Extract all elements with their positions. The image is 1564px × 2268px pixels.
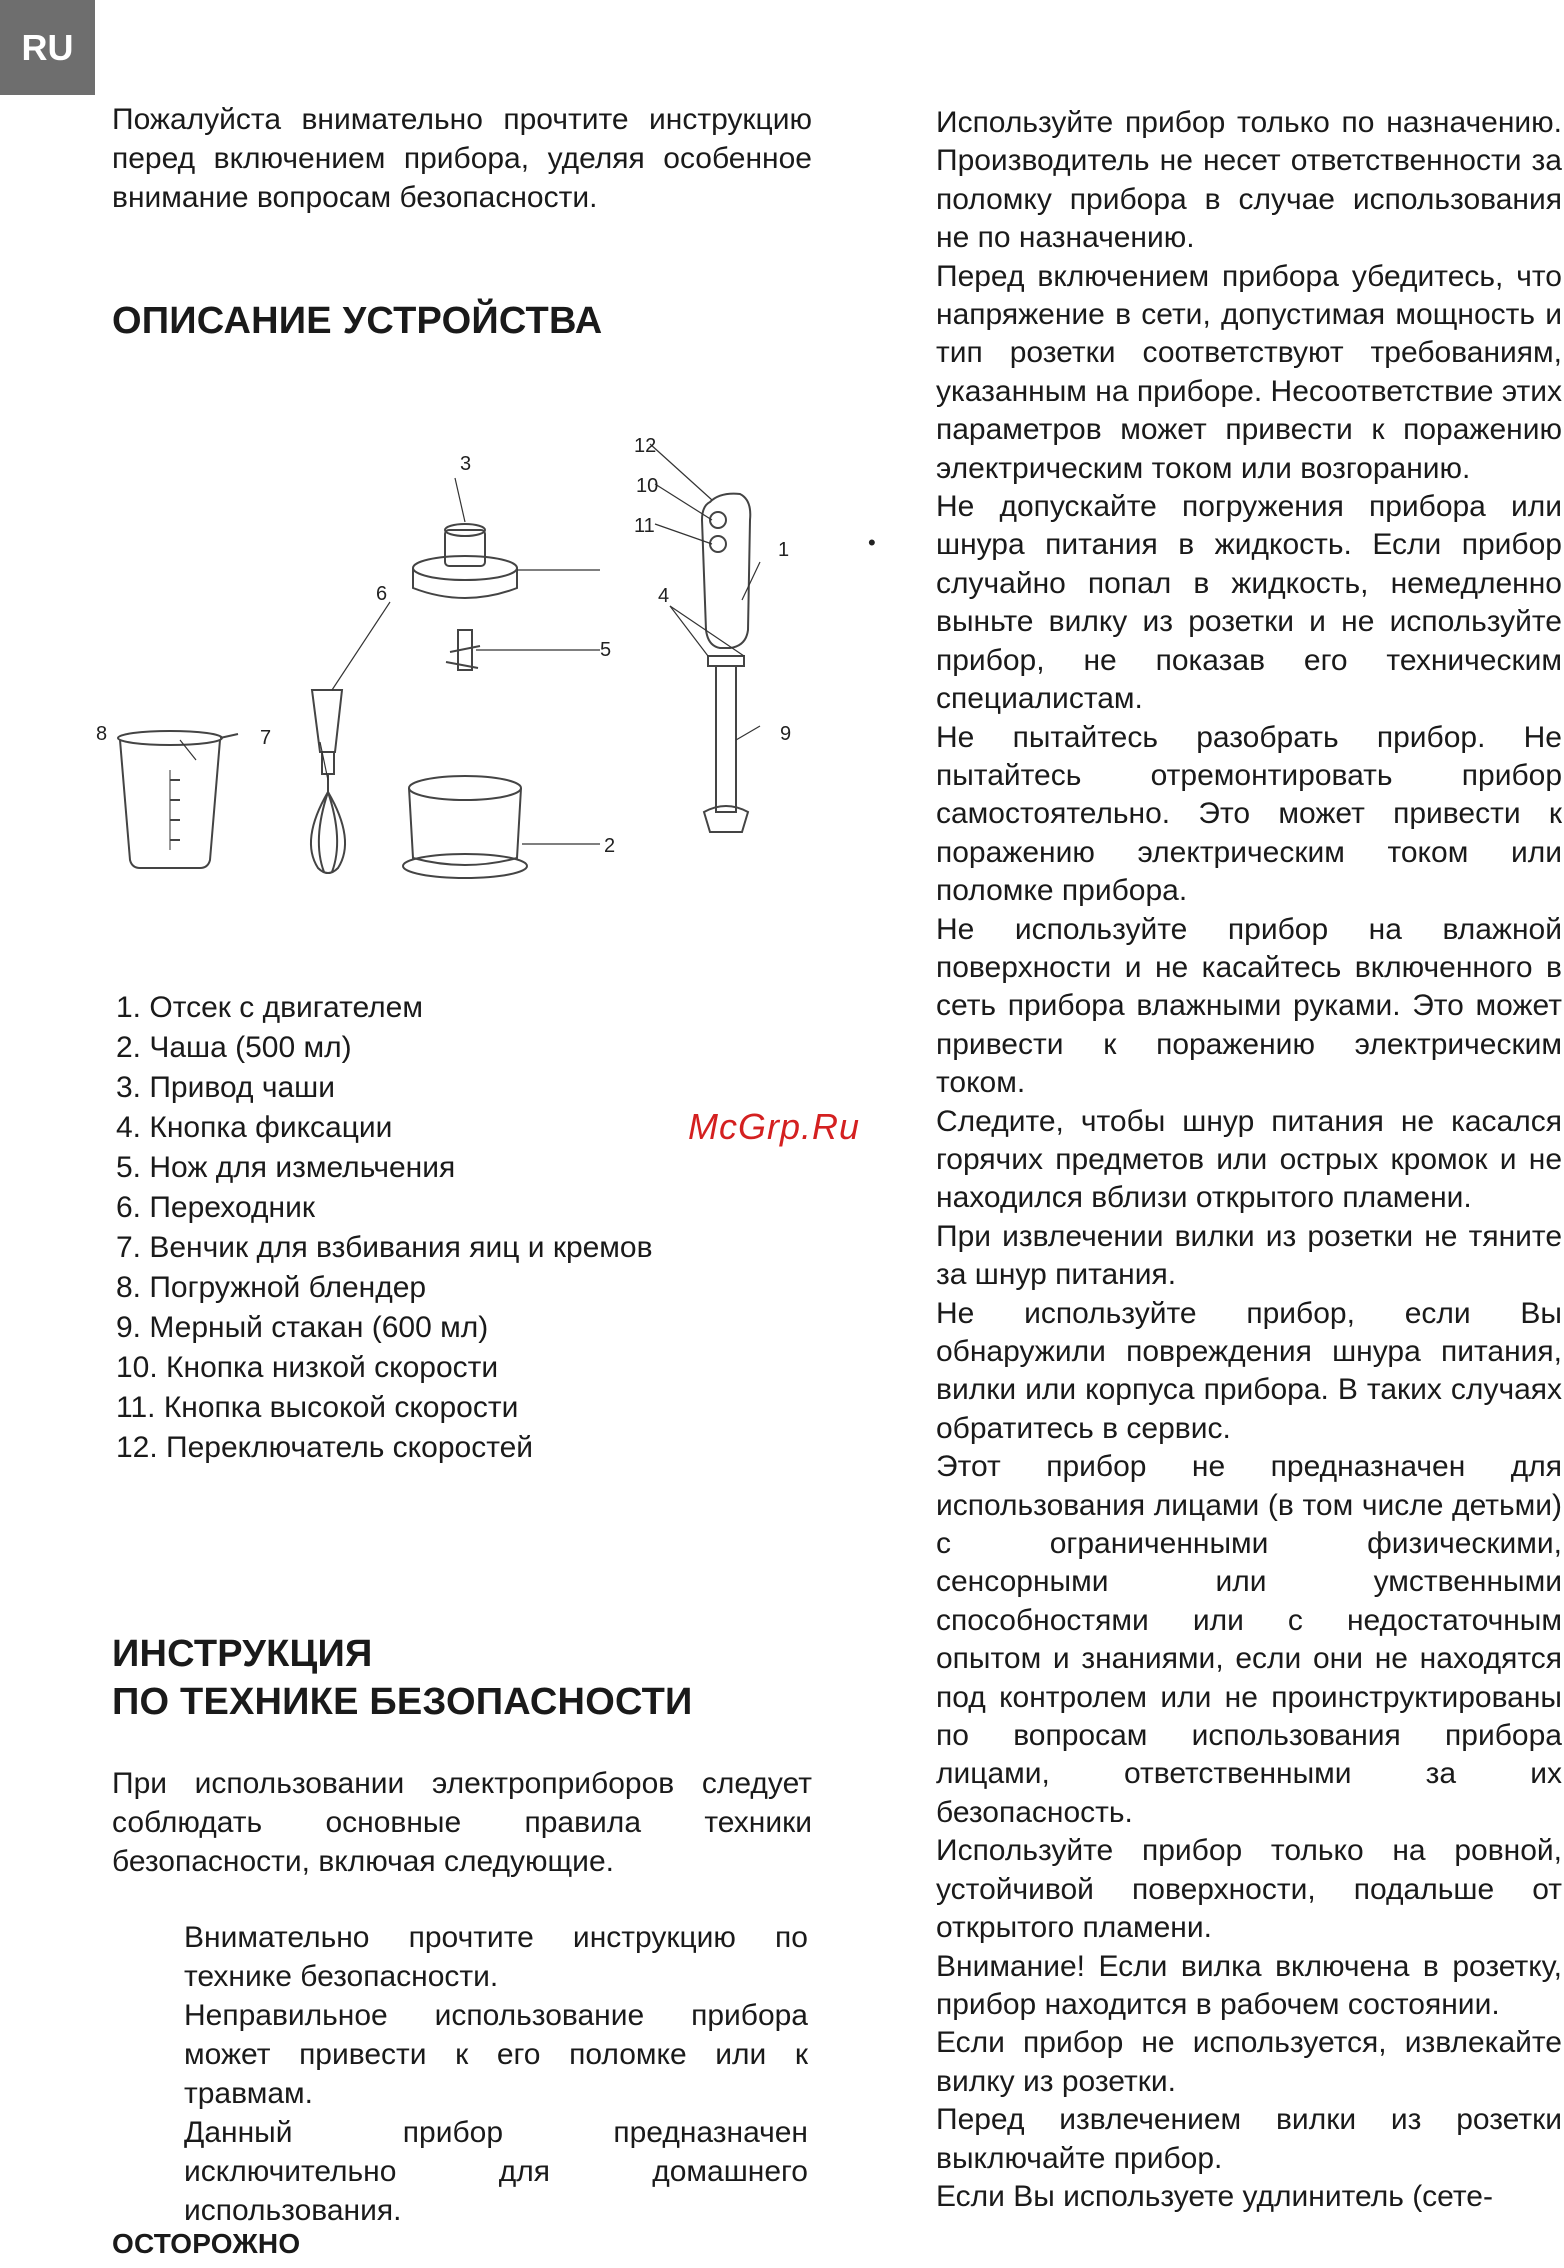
diagram-label-12: 12 bbox=[634, 435, 657, 457]
paragraph: Перед извлечением вилки из розетки выключайте прибор. bbox=[936, 2103, 1562, 2175]
list-item: 12. Переключатель скоростей bbox=[116, 1431, 534, 1464]
intro-block bbox=[112, 100, 812, 217]
paragraph: Этот прибор не предназначен для использования лицами (в том числе детьми) с ограниченными физическими, сенсорными или умственными способностями или с недостаточным опытом и знаниями, если они не находятся под контролем или не проинструктированы по вопросам использования прибора лицами, ответственными за их безопасность. bbox=[936, 1450, 1562, 1829]
diagram-label-3: 3 bbox=[460, 453, 472, 475]
paragraph: Используйте прибор только на ровной, устойчивой поверхности, подальше от открытого пламени. bbox=[936, 1834, 1562, 1945]
paragraph: Перед включением прибора убедитесь, что напряжение в сети, допустимая мощность и тип розетки соответствуют требованиям, указанным на приборе. Несоответствие этих параметров может привести к поражению электрическим током или возгоранию. bbox=[936, 259, 1562, 485]
list-item: 8. Погружной блендер bbox=[116, 1271, 427, 1304]
description-title: ОПИСАНИЕ УСТРОЙСТВА bbox=[112, 300, 603, 342]
blade-drawing bbox=[446, 630, 480, 670]
safety-title bbox=[112, 1630, 693, 1726]
bowl-drawing bbox=[403, 776, 527, 878]
diagram-label-4: 4 bbox=[658, 585, 670, 607]
diagram-label-11: 11 bbox=[634, 515, 655, 537]
parts-list bbox=[116, 988, 653, 1468]
diagram-label-6: 6 bbox=[376, 583, 388, 605]
diagram-label-7: 7 bbox=[260, 727, 272, 749]
bowl-drive-drawing bbox=[413, 524, 517, 598]
safety-title-line-2: ПО ТЕХНИКЕ БЕЗОПАСНОСТИ bbox=[112, 1681, 693, 1723]
list-item: 11. Кнопка высокой скорости bbox=[116, 1391, 519, 1424]
list-item: 1. Отсек с двигателем bbox=[116, 991, 423, 1024]
whisk-drawing bbox=[311, 690, 345, 873]
safety-bullet: Данный прибор предназначен исключительно для домашнего использования. bbox=[184, 2116, 808, 2227]
list-item: 7. Венчик для взбивания яиц и кремов bbox=[116, 1231, 653, 1264]
safety-bullet: Неправильное использование прибора может привести к его поломке или к травмам. bbox=[184, 1999, 808, 2110]
measuring-cup-drawing bbox=[118, 731, 238, 868]
device-diagram bbox=[80, 420, 900, 930]
blender-drawing bbox=[702, 494, 750, 832]
paragraph: Не допускайте погружения прибора или шнура питания в жидкость. Если прибор случайно попал в жидкость, немедленно выньте вилку из розетки и не используйте прибор, не показав его техническим специалистам. bbox=[936, 490, 1562, 716]
intro-text: Пожалуйста внимательно прочтите инструкцию перед включением прибора, уделяя особенное внимание вопросам безопасности. bbox=[112, 103, 812, 214]
safety-title-line-1: ИНСТРУКЦИЯ bbox=[112, 1633, 373, 1675]
list-item: 4. Кнопка фиксации bbox=[116, 1111, 393, 1144]
paragraph: Не используйте прибор на влажной поверхности и не касайтесь включенного в сеть прибора влажными руками. Это может привести к поражению электрическим током. bbox=[936, 912, 1562, 1100]
watermark: McGrp.Ru bbox=[688, 1106, 861, 1147]
paragraph: Если Вы используете удлинитель (сете- bbox=[936, 2179, 1493, 2213]
safety-bullet: Внимательно прочтите инструкцию по технике безопасности. bbox=[184, 1921, 808, 1993]
paragraph: Используйте прибор только по назначению. Производитель не несет ответственности за поломку прибора в случае использования не по назначению. bbox=[936, 106, 1562, 255]
paragraph: Если прибор не используется, извлекайте вилку из розетки. bbox=[936, 2026, 1562, 2098]
safety-intro-text: При использовании электроприборов следует соблюдать основные правила техники безопасности, включая следующие. bbox=[112, 1767, 812, 1878]
paragraph: Не используйте прибор, если Вы обнаружили повреждения шнура питания, вилки или корпуса прибора. В таких случаях обратитесь в сервис. bbox=[936, 1296, 1562, 1445]
list-item: 5. Нож для измельчения bbox=[116, 1151, 456, 1184]
diagram-label-5: 5 bbox=[600, 639, 612, 661]
caution-title: ОСТОРОЖНО bbox=[112, 2228, 301, 2259]
paragraph: Не пытайтесь разобрать прибор. Не пытайтесь отремонтировать прибор самостоятельно. Это может привести к поражению электрическим током или поломке прибора. bbox=[936, 720, 1562, 908]
list-item: 2. Чаша (500 мл) bbox=[116, 1031, 352, 1064]
safety-bullets bbox=[184, 1918, 808, 2230]
diagram-label-8: 8 bbox=[96, 723, 108, 745]
paragraph: Внимание! Если вилка включена в розетку, прибор находится в рабочем состоянии. bbox=[936, 1949, 1562, 2021]
diagram-label-2: 2 bbox=[604, 835, 616, 857]
diagram-label-9: 9 bbox=[780, 723, 792, 745]
paragraph: Следите, чтобы шнур питания не касался горячих предметов или острых кромок и не находился вблизи открытого пламени. bbox=[936, 1104, 1562, 1215]
diagram-label-10: 10 bbox=[636, 475, 659, 497]
diagram-label-1: 1 bbox=[778, 539, 790, 561]
language-tab: RU bbox=[0, 0, 95, 95]
list-item: 10. Кнопка низкой скорости bbox=[116, 1351, 499, 1384]
list-item: 9. Мерный стакан (600 мл) bbox=[116, 1311, 489, 1344]
bullet-dot-icon: • bbox=[868, 530, 876, 555]
leader-lines bbox=[180, 444, 760, 844]
paragraph: При извлечении вилки из розетки не тяните за шнур питания. bbox=[936, 1219, 1562, 1292]
right-column bbox=[936, 104, 1562, 2216]
safety-intro-block bbox=[112, 1764, 812, 1881]
list-item: 3. Привод чаши bbox=[116, 1071, 335, 1104]
diagram-labels bbox=[96, 435, 791, 857]
list-item: 6. Переходник bbox=[116, 1191, 315, 1224]
